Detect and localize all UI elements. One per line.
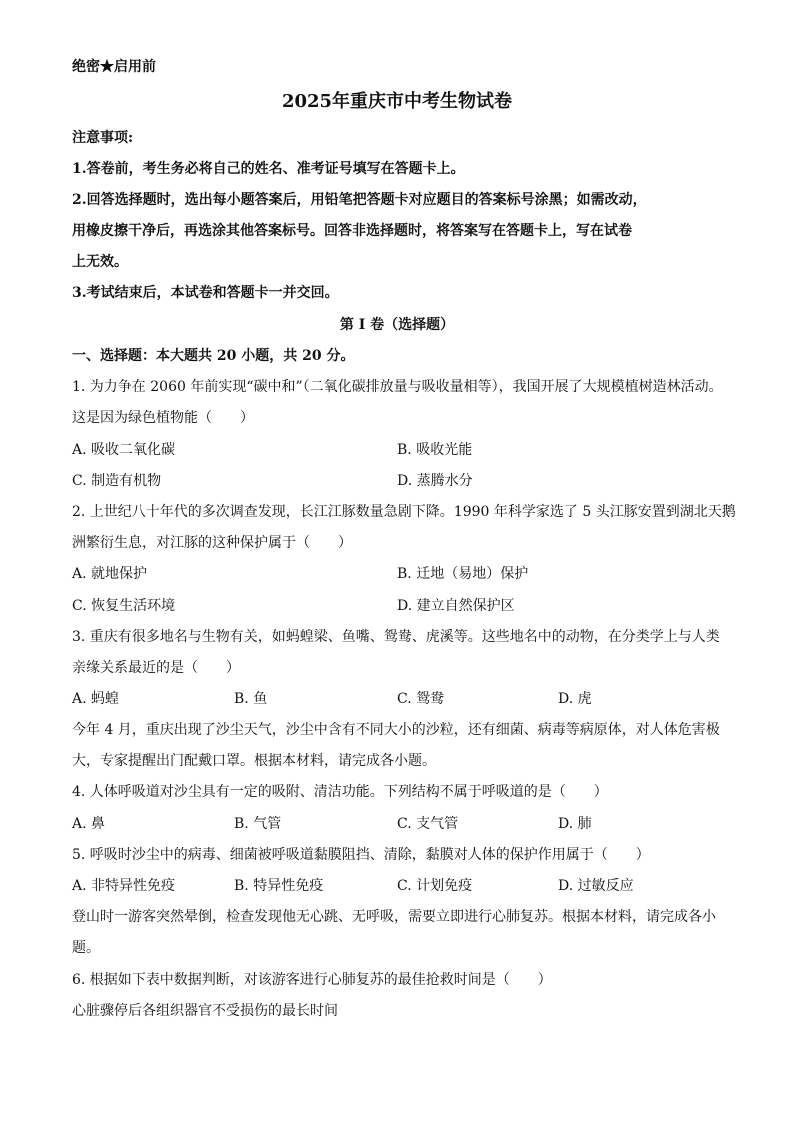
note-2-line-1: 2.回答选择题时，选出每小题答案后，用铅笔把答题卡对应题目的答案标号涂黑；如需改动， [72,192,647,208]
notes-heading: 注意事项: [72,130,134,146]
page-title: 2025年重庆市中考生物试卷 [281,91,513,112]
q2-option-a: A. 就地保护 [72,566,148,582]
note-2-line-3: 上无效。 [72,254,128,270]
q1-stem-line-1: 1. 为力争在 2060 年前实现“碳中和”（二氧化碳排放量与吸收量相等），我国开展了大规模植树造林活动。 [72,379,723,395]
note-3: 3.考试结束后，本试卷和答题卡一并交回。 [72,285,339,301]
q5-option-c: C. 计划免疫 [397,878,473,894]
material-2-line-1: 登山时一游客突然晕倒，检查发现他无心跳、无呼吸，需要立即进行心肺复苏。根据本材料，请完成各小 [72,909,716,925]
q3-stem-line-1: 3. 重庆有很多地名与生物有关，如蚂蝗梁、鱼嘴、鸳鸯、虎溪等。这些地名中的动物，在分类学上与人类 [72,629,720,645]
q4-option-a: A. 鼻 [72,816,106,832]
q3-option-c: C. 鸳鸯 [397,691,445,707]
table-caption: 心脏骤停后各组织器官不受损伤的最长时间 [72,1003,338,1019]
q1-option-c: C. 制造有机物 [72,473,162,489]
q4-stem: 4. 人体呼吸道对沙尘具有一定的吸附、清洁功能。下列结构不属于呼吸道的是（ ） [72,784,608,800]
q5-option-a: A. 非特异性免疫 [72,878,176,894]
material-1-line-1: 今年 4 月，重庆出现了沙尘天气，沙尘中含有不同大小的沙粒，还有细菌、病毒等病原体，对人体危害极 [72,722,720,738]
note-2-line-2: 用橡皮擦干净后，再选涂其他答案标号。回答非选择题时，将答案写在答题卡上，写在试卷 [72,223,632,239]
material-2-line-2: 题。 [72,940,100,956]
q1-stem-line-2: 这是因为绿色植物能（ ） [72,410,254,426]
q5-option-b: B. 特异性免疫 [234,878,324,894]
q2-option-c: C. 恢复生活环境 [72,598,176,614]
q2-option-b: B. 迁地（易地）保护 [397,566,529,582]
q2-option-d: D. 建立自然保护区 [397,598,515,614]
q5-stem: 5. 呼吸时沙尘中的病毒、细菌被呼吸道黏膜阻挡、清除，黏膜对人体的保护作用属于（ ） [72,847,650,863]
confidential-label: 绝密★启用前 [72,59,156,75]
q4-option-d: D. 肺 [558,816,592,832]
q3-option-d: D. 虎 [558,691,592,707]
section-heading: 一、选择题：本大题共 20 小题，共 20 分。 [72,348,355,364]
q5-option-d: D. 过敏反应 [558,878,634,894]
q4-option-c: C. 支气管 [397,816,459,832]
q1-option-b: B. 吸收光能 [397,442,473,458]
q1-option-a: A. 吸收二氧化碳 [72,442,176,458]
note-1: 1.答卷前，考生务必将自己的姓名、准考证号填写在答题卡上。 [72,161,465,177]
q3-option-b: B. 鱼 [234,691,268,707]
q2-stem-line-2: 洲繁衍生息，对江豚的这种保护属于（ ） [72,535,352,551]
q3-option-a: A. 蚂蝗 [72,691,120,707]
q4-option-b: B. 气管 [234,816,282,832]
q6-stem: 6. 根据如下表中数据判断，对该游客进行心肺复苏的最佳抢救时间是（ ） [72,972,552,988]
q1-option-d: D. 蒸腾水分 [397,473,473,489]
volume-heading: 第 I 卷（选择题） [339,317,455,333]
q3-stem-line-2: 亲缘关系最近的是（ ） [72,660,240,676]
q2-stem-line-1: 2. 上世纪八十年代的多次调查发现，长江江豚数量急剧下降。1990 年科学家选了 5 头江豚安置到湖北天鹅 [72,504,736,520]
material-1-line-2: 大，专家提醒出门配戴口罩。根据本材料，请完成各小题。 [72,753,436,769]
